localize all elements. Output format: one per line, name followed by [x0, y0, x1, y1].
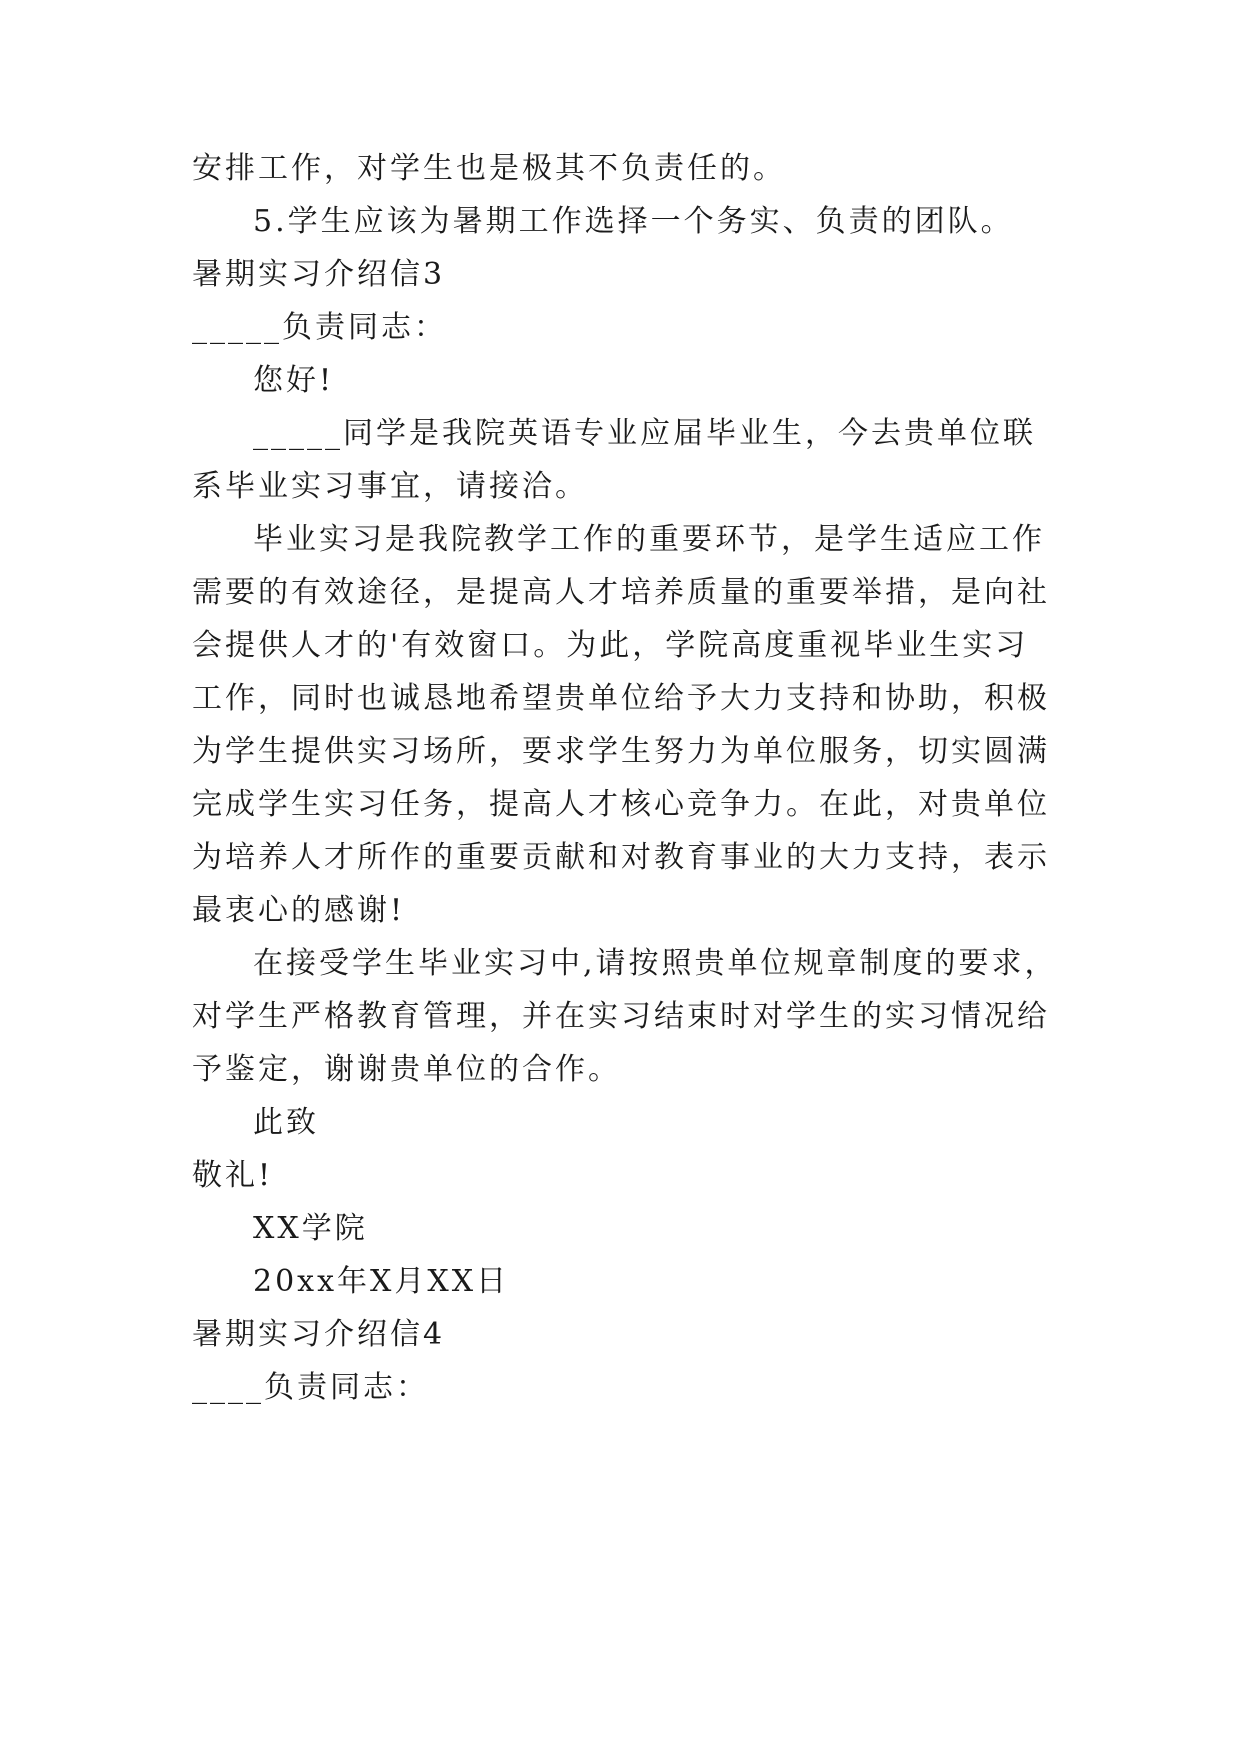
body-text-line: 完成学生实习任务，提高人才核心竞争力。在此，对贵单位 — [192, 787, 1050, 822]
body-text-line: 需要的有效途径，是提高人才培养质量的重要举措，是向社 — [192, 575, 1050, 610]
body-text-line: 安排工作，对学生也是极其不负责任的。 — [192, 151, 786, 186]
body-text-line: 对学生严格教育管理，并在实习结束时对学生的实习情况给 — [192, 999, 1050, 1034]
body-text-line: 会提供人才的'有效窗口。为此，学院高度重视毕业生实习 — [192, 628, 1029, 663]
body-text-line: _____同学是我院英语专业应届毕业生，今去贵单位联 — [253, 416, 1036, 451]
salutation: _____负责同志： — [192, 310, 447, 345]
body-text-line: 为培养人才所作的重要贡献和对教育事业的大力支持，表示 — [192, 840, 1050, 875]
closing: 此致 — [253, 1105, 319, 1140]
salutation: ____负责同志： — [192, 1370, 429, 1405]
body-text-line: 最衷心的感谢! — [192, 893, 406, 928]
body-text-line: 工作，同时也诚恳地希望贵单位给予大力支持和协助，积极 — [192, 681, 1050, 716]
body-text-line: 为学生提供实习场所，要求学生努力为单位服务，切实圆满 — [192, 734, 1050, 769]
section-title-letter-3: 暑期实习介绍信3 — [192, 257, 446, 292]
signature-date: 20xx年X月XX日 — [253, 1264, 510, 1299]
closing-regards: 敬礼! — [192, 1158, 274, 1193]
section-title-letter-4: 暑期实习介绍信4 — [192, 1317, 446, 1352]
signature-institution: XX学院 — [253, 1211, 368, 1246]
list-item-5: 5.学生应该为暑期工作选择一个务实、负责的团队。 — [253, 204, 1014, 239]
body-text-line: 毕业实习是我院教学工作的重要环节，是学生适应工作 — [253, 522, 1045, 557]
body-text-line: 在接受学生毕业实习中,请按照贵单位规章制度的要求， — [253, 946, 1058, 981]
body-text-line: 系毕业实习事宜，请接洽。 — [192, 469, 588, 504]
greeting: 您好! — [253, 363, 335, 398]
body-text-line: 予鉴定，谢谢贵单位的合作。 — [192, 1052, 621, 1087]
